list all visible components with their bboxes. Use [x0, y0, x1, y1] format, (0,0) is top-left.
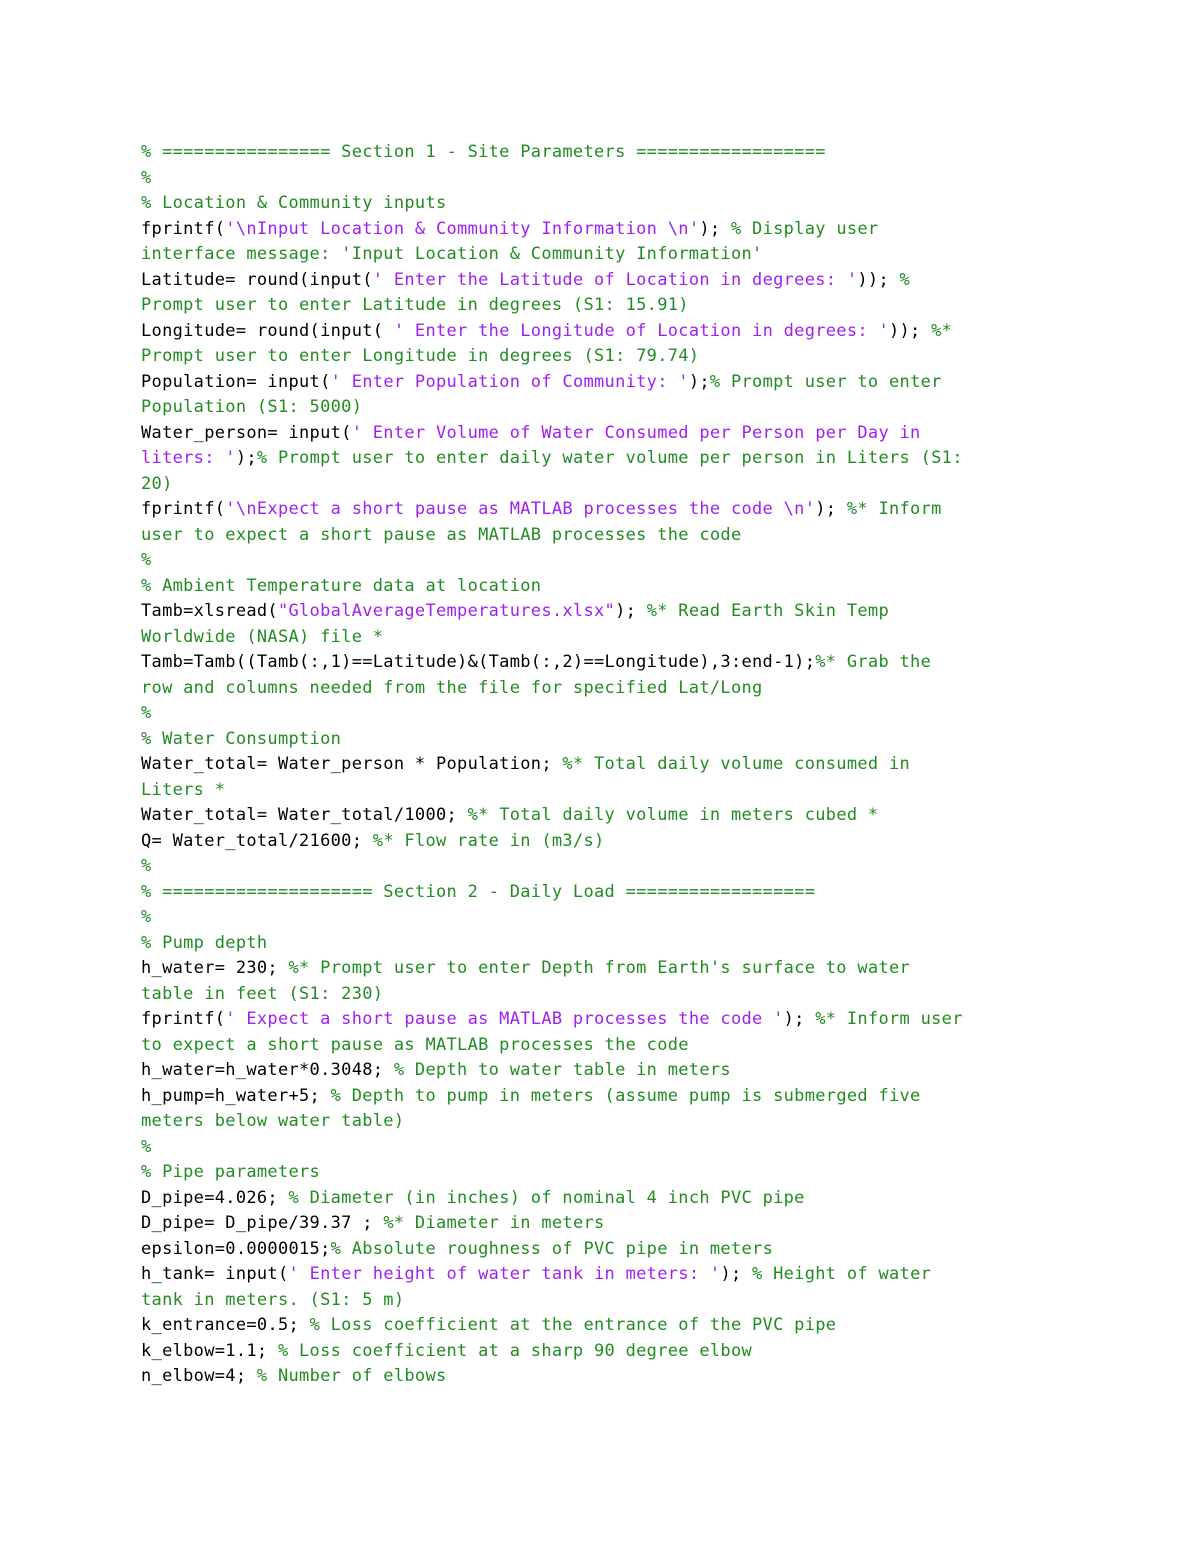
comment-text: %	[141, 703, 152, 723]
code-text: );	[783, 1009, 816, 1029]
code-text: );	[615, 601, 647, 621]
code-line	[141, 854, 1141, 880]
comment-text: Population (S1: 5000)	[141, 397, 363, 417]
code-line	[141, 1339, 1141, 1365]
comment-text: %* Inform user	[815, 1009, 963, 1029]
comment-text: interface message: 'Input Location & Community Information'	[141, 244, 763, 264]
comment-text: % Display user	[730, 218, 879, 239]
comment-text: tank in meters. (S1: 5 m)	[141, 1289, 405, 1310]
comment-text: %* Flow rate in (m3/s)	[372, 830, 605, 851]
code-line	[141, 1237, 1141, 1263]
code-line	[141, 242, 1141, 268]
matlab-code-listing	[141, 140, 1141, 1390]
code-line	[141, 1364, 1141, 1390]
comment-text: %* Grab the	[815, 652, 932, 672]
code-line	[141, 829, 1141, 855]
comment-text: % Loss coefficient at a sharp 90 degree elbow	[277, 1340, 753, 1361]
code-line	[141, 625, 1141, 651]
comment-text: %	[899, 269, 911, 290]
code-line	[141, 676, 1141, 702]
code-text: Longitude= round(input(	[141, 320, 394, 341]
code-text: );	[235, 448, 257, 468]
comment-text: % Loss coefficient at the entrance of the PVC pipe	[309, 1315, 837, 1335]
code-line	[141, 1262, 1141, 1288]
code-line	[141, 574, 1141, 600]
code-text: D_pipe= D_pipe/39.37 ;	[141, 1213, 384, 1233]
comment-text: % Depth to pump in meters (assume pump is submerged five	[330, 1085, 921, 1106]
string-literal: ' Enter Volume of Water Consumed per Person per Day in	[351, 422, 921, 443]
comment-text: %	[141, 1136, 152, 1157]
code-text: k_elbow=1.1;	[141, 1340, 278, 1361]
comment-text: % Prompt user to enter daily water volume per person in Liters (S1:	[256, 448, 963, 468]
code-line	[141, 217, 1141, 243]
string-literal: liters: '	[141, 448, 236, 468]
code-line	[141, 931, 1141, 957]
code-text: Tamb=Tamb((Tamb(:,1)==Latitude)&(Tamb(:,2)==Longitude),3:end-1);	[141, 652, 816, 672]
code-text: ));	[857, 269, 900, 290]
comment-text: user to expect a short pause as MATLAB processes the code	[141, 524, 742, 545]
code-text: Water_person= input(	[141, 422, 352, 443]
string-literal: ' Expect a short pause as MATLAB processes the code '	[225, 1009, 784, 1029]
code-text: k_entrance=0.5;	[141, 1315, 310, 1335]
code-line	[141, 446, 1141, 472]
comment-text: Worldwide (NASA) file *	[141, 626, 384, 647]
comment-text: % Ambient Temperature data at location	[141, 575, 542, 596]
code-text: ));	[888, 320, 932, 341]
code-text: );	[815, 499, 847, 519]
comment-text: meters below water table)	[141, 1111, 405, 1131]
code-text: fprintf(	[141, 1009, 226, 1029]
comment-text: % Number of elbows	[256, 1366, 447, 1386]
comment-text: 20)	[141, 473, 173, 494]
code-line	[141, 905, 1141, 931]
code-line	[141, 880, 1141, 906]
code-line	[141, 370, 1141, 396]
code-text: h_water=h_water*0.3048;	[141, 1060, 394, 1080]
code-text: Latitude= round(input(	[141, 269, 373, 290]
code-text: D_pipe=4.026;	[141, 1187, 289, 1208]
code-line	[141, 268, 1141, 294]
string-literal: '\nInput Location & Community Information \n'	[225, 218, 700, 239]
comment-text: %* Diameter in meters	[383, 1213, 605, 1233]
comment-text: %* Inform	[846, 499, 942, 519]
code-line	[141, 293, 1141, 319]
code-line	[141, 956, 1141, 982]
code-line	[141, 727, 1141, 753]
code-line	[141, 1313, 1141, 1339]
code-line	[141, 166, 1141, 192]
comment-text: % Location & Community inputs	[141, 193, 447, 213]
code-line	[141, 982, 1141, 1008]
string-literal: ' Enter the Longitude of Location in degrees: '	[393, 320, 889, 341]
code-line	[141, 548, 1141, 574]
code-text: h_tank= input(	[141, 1264, 289, 1284]
comment-text: Liters *	[141, 779, 226, 800]
code-line	[141, 1084, 1141, 1110]
comment-text: % Pump depth	[141, 932, 268, 953]
code-line	[141, 1160, 1141, 1186]
string-literal: ' Enter Population of Community: '	[330, 371, 689, 392]
code-line	[141, 395, 1141, 421]
comment-text: Prompt user to enter Latitude in degrees (S1: 15.91)	[141, 295, 689, 315]
code-line	[141, 523, 1141, 549]
code-text: Q= Water_total/21600;	[141, 830, 373, 851]
comment-text: %	[141, 550, 152, 570]
comment-text: % Prompt user to enter	[709, 371, 942, 392]
code-line	[141, 752, 1141, 778]
comment-text: %* Read Earth Skin Temp	[646, 601, 889, 621]
code-text: fprintf(	[141, 218, 226, 239]
string-literal: ' Enter height of water tank in meters: '	[288, 1264, 721, 1284]
comment-text: to expect a short pause as MATLAB processes the code	[141, 1034, 689, 1055]
code-text: fprintf(	[141, 499, 226, 519]
string-literal: "GlobalAverageTemperatures.xlsx"	[277, 601, 616, 621]
code-line	[141, 1109, 1141, 1135]
code-text: h_water= 230;	[141, 958, 289, 978]
comment-text: % Height of water	[752, 1264, 932, 1284]
code-line	[141, 1033, 1141, 1059]
comment-text: %	[141, 907, 152, 927]
comment-text: % ==================== Section 2 - Daily Load ==================	[141, 881, 816, 902]
code-line	[141, 778, 1141, 804]
comment-text: %* Total daily volume in meters cubed *	[467, 805, 879, 825]
code-line	[141, 319, 1141, 345]
code-line	[141, 497, 1141, 523]
code-line	[141, 344, 1141, 370]
code-line	[141, 1186, 1141, 1212]
comment-text: % Absolute roughness of PVC pipe in meters	[330, 1238, 774, 1259]
comment-text: %* Total daily volume consumed in	[562, 754, 911, 774]
code-line	[141, 1058, 1141, 1084]
code-text: Water_total= Water_person * Population;	[141, 754, 563, 774]
comment-text: % Diameter (in inches) of nominal 4 inch PVC pipe	[288, 1187, 805, 1208]
comment-text: Prompt user to enter Longitude in degrees (S1: 79.74)	[141, 346, 700, 366]
code-line	[141, 421, 1141, 447]
code-text: );	[688, 371, 710, 392]
code-line	[141, 650, 1141, 676]
string-literal: '\nExpect a short pause as MATLAB processes the code \n'	[225, 499, 816, 519]
code-text: Tamb=xlsread(	[141, 601, 278, 621]
code-line	[141, 803, 1141, 829]
code-line	[141, 1135, 1141, 1161]
code-line	[141, 1288, 1141, 1314]
comment-text: % ================ Section 1 - Site Parameters ==================	[141, 142, 826, 162]
comment-text: %	[141, 856, 152, 876]
comment-text: %* Prompt user to enter Depth from Earth's surface to water	[288, 958, 911, 978]
comment-text: row and columns needed from the file for specified Lat/Long	[141, 677, 763, 698]
code-line	[141, 1007, 1141, 1033]
comment-text: % Water Consumption	[141, 728, 342, 749]
code-text: h_pump=h_water+5;	[141, 1085, 331, 1106]
code-line	[141, 140, 1141, 166]
code-text: epsilon=0.0000015;	[141, 1238, 331, 1259]
code-text: Population= input(	[141, 371, 331, 392]
code-text: n_elbow=4;	[141, 1366, 257, 1386]
code-line	[141, 599, 1141, 625]
code-line	[141, 701, 1141, 727]
comment-text: %	[141, 167, 152, 188]
comment-text: % Depth to water table in meters	[393, 1060, 731, 1080]
code-text: );	[720, 1264, 753, 1284]
code-text: );	[699, 218, 731, 239]
code-line	[141, 191, 1141, 217]
string-literal: ' Enter the Latitude of Location in degrees: '	[372, 269, 858, 290]
comment-text: table in feet (S1: 230)	[141, 983, 384, 1004]
comment-text: % Pipe parameters	[141, 1162, 321, 1182]
code-line	[141, 472, 1141, 498]
comment-text: %*	[931, 320, 953, 341]
code-text: Water_total= Water_total/1000;	[141, 805, 468, 825]
code-line	[141, 1211, 1141, 1237]
